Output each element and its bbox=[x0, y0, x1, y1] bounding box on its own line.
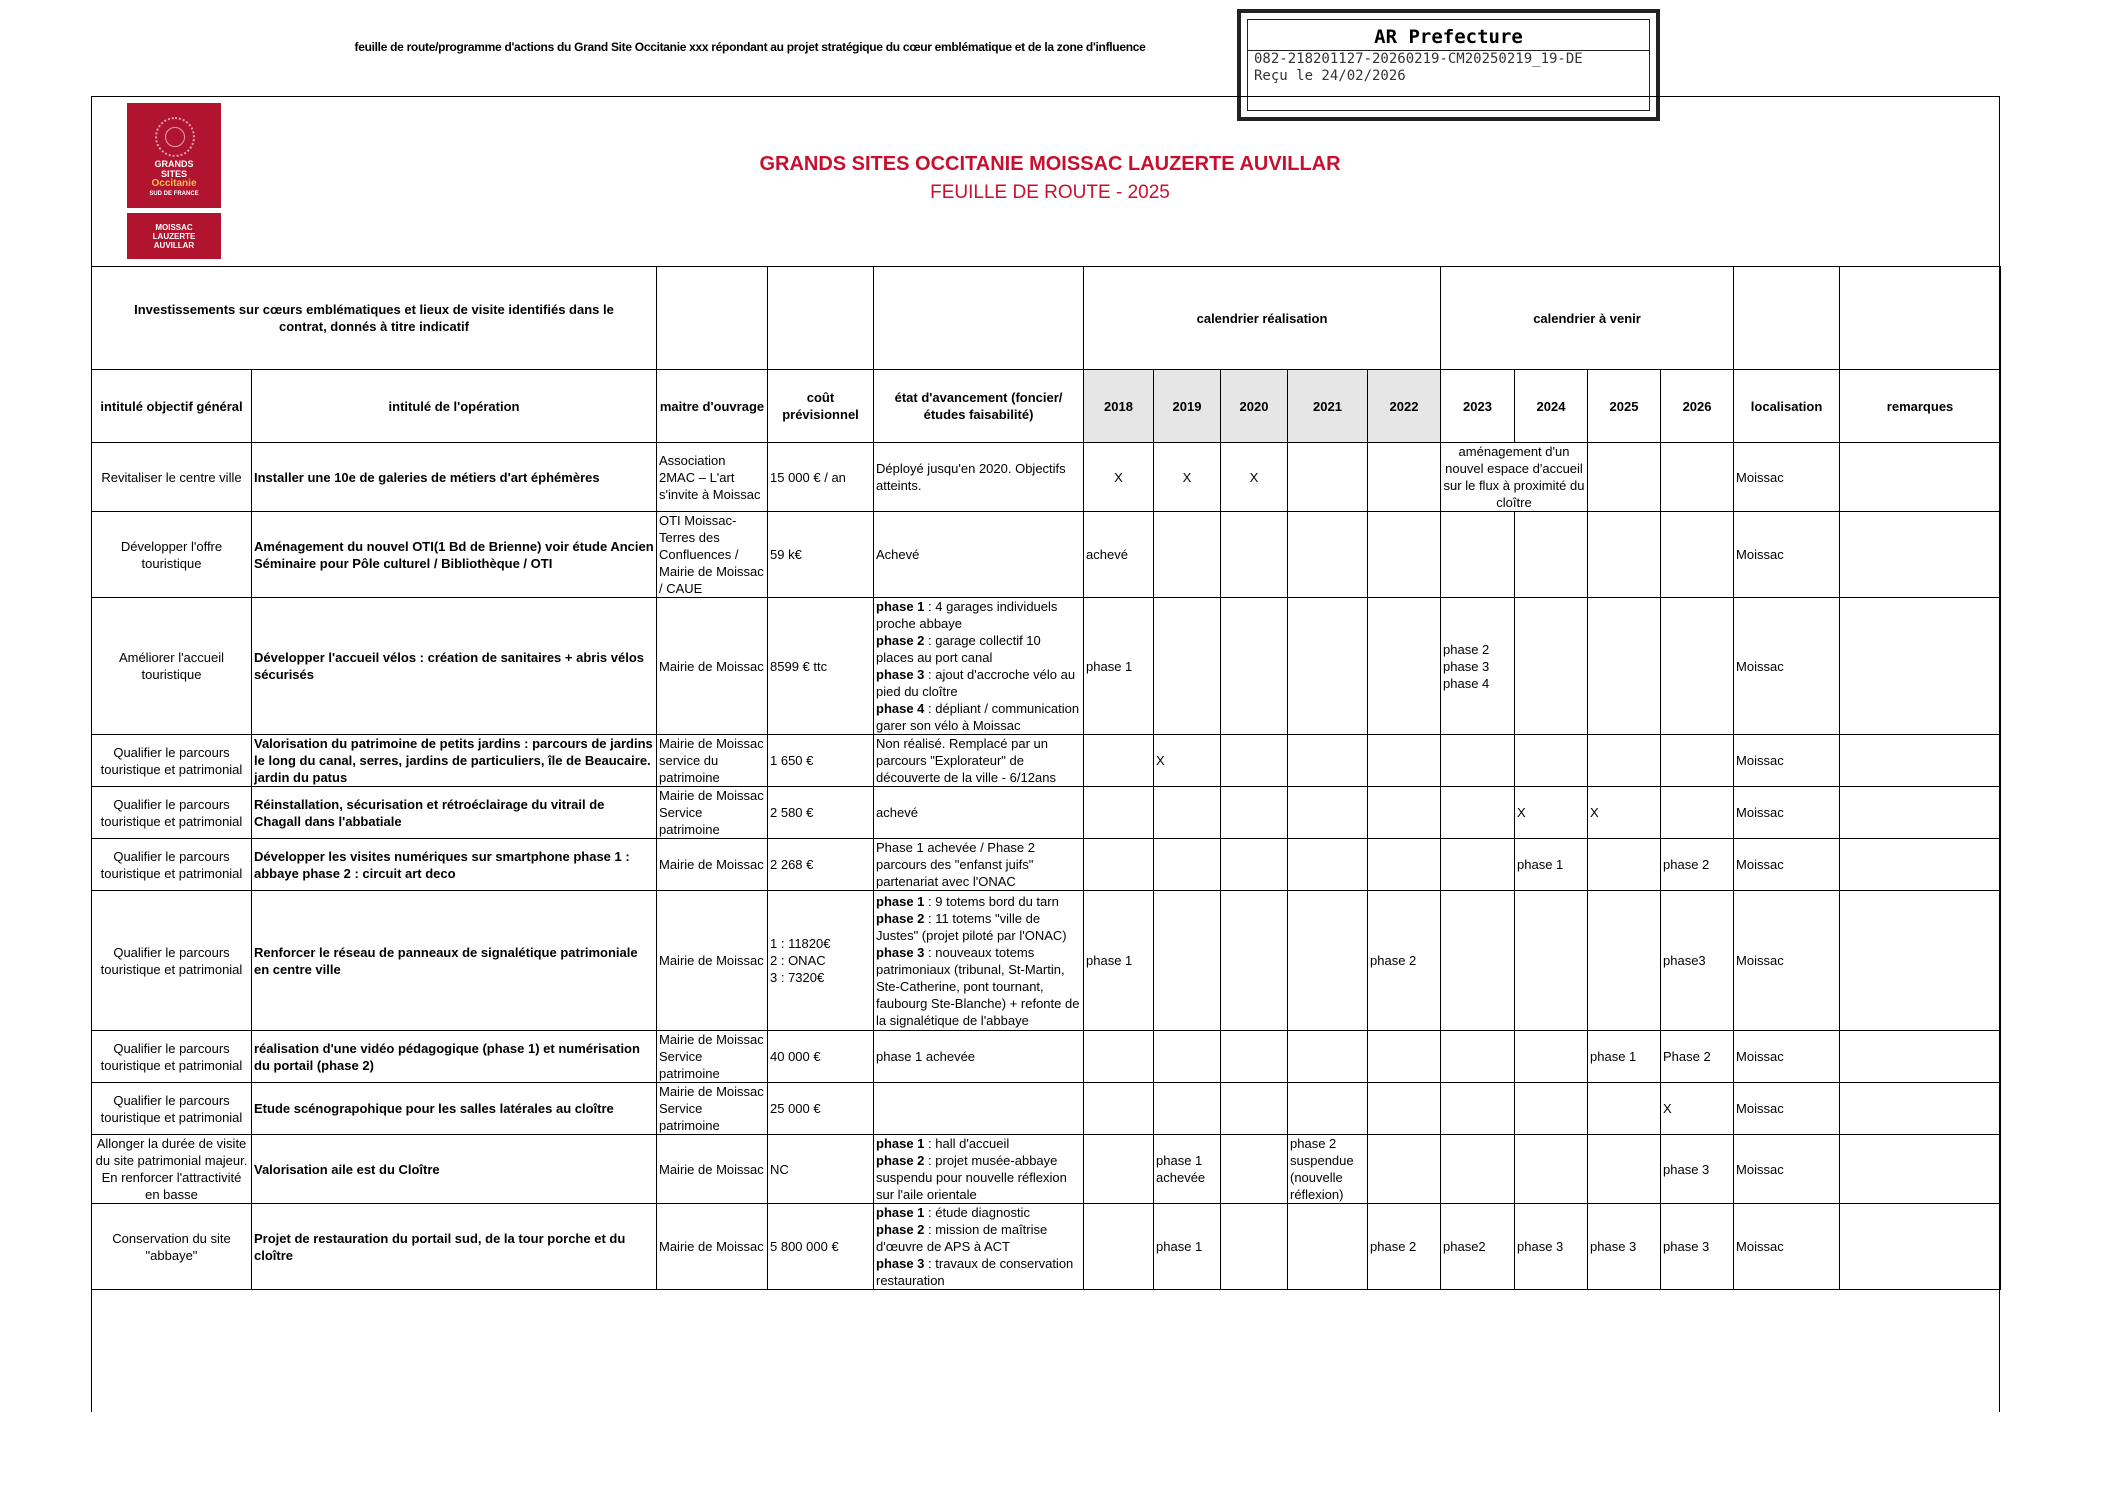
year-cell-2020: X bbox=[1221, 443, 1288, 512]
cost-cell: 15 000 € / an bbox=[768, 443, 874, 512]
cost-cell: 59 k€ bbox=[768, 512, 874, 598]
location-cell: Moissac bbox=[1734, 891, 1840, 1031]
owner-cell: Mairie de Moissac Service patrimoine bbox=[657, 1083, 768, 1135]
phase-text: : 9 totems bord du tarn bbox=[924, 893, 1059, 909]
cell-line: 2 : ONAC bbox=[770, 953, 826, 968]
location-cell: Moissac bbox=[1734, 1083, 1840, 1135]
year-cell-2024: phase 3 bbox=[1515, 1204, 1588, 1290]
cost-cell bbox=[768, 891, 874, 1031]
year-cell-2025 bbox=[1588, 598, 1661, 735]
year-cell-2018: phase 1 bbox=[1084, 891, 1154, 1031]
phase-text: : étude diagnostic bbox=[924, 1205, 1030, 1220]
phase-text: : ajout d'accroche vélo au pied du cloître bbox=[876, 667, 1076, 699]
future-calendar-cell: aménagement d'un nouvel espace d'accueil sur le flux à proximité du cloître bbox=[1441, 443, 1588, 512]
year-cell-2018: phase 1 bbox=[1084, 598, 1154, 735]
cost-cell: 8599 € ttc bbox=[768, 598, 874, 735]
year-cell-2020 bbox=[1221, 1083, 1288, 1135]
operation-cell: Développer l'accueil vélos : création de sanitaires + abris vélos sécurisés bbox=[252, 598, 657, 735]
status-cell: Déployé jusqu'en 2020. Objectifs atteints. bbox=[874, 443, 1084, 512]
phase-label: phase 2 bbox=[876, 1153, 925, 1168]
year-cell-2019: X bbox=[1154, 443, 1221, 512]
status-cell: phase 1 achevée bbox=[874, 1031, 1084, 1083]
remarks-cell bbox=[1840, 598, 2001, 735]
objective-cell: Qualifier le parcours touristique et patrimonial bbox=[92, 787, 252, 839]
status-cell bbox=[874, 1083, 1084, 1135]
remarks-cell bbox=[1840, 891, 2001, 1031]
year-cell-2019 bbox=[1154, 1031, 1221, 1083]
phase-text: : 4 garages individuels proche abbaye bbox=[876, 599, 1058, 631]
status-cell: Achevé bbox=[874, 512, 1084, 598]
logo-brand-top: GRANDS bbox=[154, 159, 194, 169]
year-cell-2026 bbox=[1661, 787, 1734, 839]
logo-brand-name: Occitanie bbox=[151, 178, 197, 189]
phase-label: phase 2 bbox=[876, 1222, 925, 1237]
table-row bbox=[92, 1083, 2001, 1135]
status-cell bbox=[874, 1135, 1084, 1204]
status-cell: Phase 1 achevée / Phase 2 parcours des "enfanst juifs" partenariat avec l'ONAC bbox=[874, 839, 1084, 891]
status-cell bbox=[874, 598, 1084, 735]
phase-text: : projet musée-abbaye suspendu pour nouvelle réflexion sur l'aile orientale bbox=[876, 1153, 1067, 1202]
year-cell-2025: phase 1 bbox=[1588, 1031, 1661, 1083]
col-objective: intitulé objectif général bbox=[92, 370, 252, 443]
document-subtitle: FEUILLE DE ROUTE - 2025 bbox=[930, 182, 1170, 203]
operation-cell: Etude scénograpohique pour les salles latérales au cloître bbox=[252, 1083, 657, 1135]
cost-cell: 2 580 € bbox=[768, 787, 874, 839]
year-cell-2023 bbox=[1441, 1135, 1515, 1204]
investments-header: Investissements sur cœurs emblématiques et lieux de visite identifiés dans le contrat, donnés à titre indicatif bbox=[92, 267, 657, 370]
year-cell-2019 bbox=[1154, 839, 1221, 891]
year-cell-2024 bbox=[1515, 512, 1588, 598]
year-cell-2022: phase 2 bbox=[1368, 1204, 1441, 1290]
year-cell-2026: Phase 2 bbox=[1661, 1031, 1734, 1083]
remarks-cell bbox=[1840, 443, 2001, 512]
year-cell-2021 bbox=[1288, 512, 1368, 598]
objective-cell: Développer l'offre touristique bbox=[92, 512, 252, 598]
cell-line: phase 4 bbox=[1443, 675, 1490, 691]
header-top-row bbox=[92, 267, 2001, 370]
operation-cell: Réinstallation, sécurisation et rétroéclairage du vitrail de Chagall dans l'abbatiale bbox=[252, 787, 657, 839]
year-cell-2026: phase 2 bbox=[1661, 839, 1734, 891]
col-year: 2022 bbox=[1368, 370, 1441, 443]
year-cell-2024 bbox=[1515, 1135, 1588, 1204]
operation-cell: réalisation d'une vidéo pédagogique (phase 1) et numérisation du portail (phase 2) bbox=[252, 1031, 657, 1083]
year-cell-2022 bbox=[1368, 1031, 1441, 1083]
objective-cell: Revitaliser le centre ville bbox=[92, 443, 252, 512]
remarks-cell bbox=[1840, 839, 2001, 891]
location-cell: Moissac bbox=[1734, 1031, 1840, 1083]
phase-label: phase 1 bbox=[876, 893, 925, 909]
objective-cell: Améliorer l'accueil touristique bbox=[92, 598, 252, 735]
objective-cell: Qualifier le parcours touristique et patrimonial bbox=[92, 839, 252, 891]
year-cell-2022 bbox=[1368, 787, 1441, 839]
year-cell-2019 bbox=[1154, 598, 1221, 735]
cell-line: 1 : 11820€ bbox=[770, 936, 831, 951]
owner-cell: Association 2MAC – L'art s'invite à Moissac bbox=[657, 443, 768, 512]
status-cell bbox=[874, 1204, 1084, 1290]
owner-cell: OTI Moissac-Terres des Confluences / Mairie de Moissac / CAUE bbox=[657, 512, 768, 598]
page-header: feuille de route/programme d'actions du Grand Site Occitanie xxx répondant au projet stratégique du cœur emblématique et de la zone d'influence bbox=[354, 40, 1146, 54]
phase-text: : nouveaux totems patrimoniaux (tribunal, St-Martin, Ste-Catherine, pont tournant, faubourg Ste-Blanche) + refonte de la signalétique de l'abbaye bbox=[876, 944, 1080, 1028]
col-year: 2020 bbox=[1221, 370, 1288, 443]
year-cell-2018 bbox=[1084, 839, 1154, 891]
col-remarks: remarques bbox=[1840, 370, 2001, 443]
year-cell-2018: X bbox=[1084, 443, 1154, 512]
year-cell-2018: achevé bbox=[1084, 512, 1154, 598]
objective-cell: Conservation du site "abbaye" bbox=[92, 1204, 252, 1290]
year-cell-2020 bbox=[1221, 512, 1288, 598]
year-cell-2021 bbox=[1288, 1031, 1368, 1083]
stamp-received: Reçu le 24/02/2026 bbox=[1254, 68, 1406, 84]
year-cell-2026: phase 3 bbox=[1661, 1204, 1734, 1290]
cell-line: phase 2 bbox=[1443, 641, 1490, 657]
remarks-cell bbox=[1840, 735, 2001, 787]
col-year: 2019 bbox=[1154, 370, 1221, 443]
table-row bbox=[92, 735, 2001, 787]
owner-cell: Mairie de Moissac Service patrimoine bbox=[657, 1031, 768, 1083]
owner-cell: Mairie de Moissac Service patrimoine bbox=[657, 787, 768, 839]
col-cost: coût prévisionnel bbox=[768, 370, 874, 443]
operation-cell: Valorisation aile est du Cloître bbox=[252, 1135, 657, 1204]
owner-cell: Mairie de Moissac bbox=[657, 839, 768, 891]
owner-cell: Mairie de Moissac bbox=[657, 598, 768, 735]
roadmap-table bbox=[91, 266, 2001, 1290]
location-cell: Moissac bbox=[1734, 1204, 1840, 1290]
phase-text: : dépliant / communication garer son vélo à Moissac bbox=[876, 701, 1080, 733]
year-cell-2021 bbox=[1288, 598, 1368, 735]
year-cell-2018 bbox=[1084, 787, 1154, 839]
year-cell-2026: X bbox=[1661, 1083, 1734, 1135]
year-cell-2023 bbox=[1441, 891, 1515, 1031]
year-cell-2024: X bbox=[1515, 787, 1588, 839]
operation-cell: Renforcer le réseau de panneaux de signalétique patrimoniale en centre ville bbox=[252, 891, 657, 1031]
location-cell: Moissac bbox=[1734, 443, 1840, 512]
col-year: 2026 bbox=[1661, 370, 1734, 443]
year-cell-2025 bbox=[1588, 891, 1661, 1031]
objective-cell: Allonger la durée de visite du site patrimonial majeur. En renforcer l'attractivité en basse bbox=[92, 1135, 252, 1204]
cell-line: 3 : 7320€ bbox=[770, 970, 825, 985]
year-cell-2018 bbox=[1084, 1135, 1154, 1204]
year-cell-2024: phase 1 bbox=[1515, 839, 1588, 891]
year-cell-2019 bbox=[1154, 512, 1221, 598]
owner-cell: Mairie de Moissac bbox=[657, 1204, 768, 1290]
objective-cell: Qualifier le parcours touristique et patrimonial bbox=[92, 1031, 252, 1083]
col-year: 2024 bbox=[1515, 370, 1588, 443]
remarks-cell bbox=[1840, 1135, 2001, 1204]
year-cell-2026: phase3 bbox=[1661, 891, 1734, 1031]
year-cell-2026: phase 3 bbox=[1661, 1135, 1734, 1204]
cost-cell: 40 000 € bbox=[768, 1031, 874, 1083]
table-row bbox=[92, 787, 2001, 839]
phase-label: phase 1 bbox=[876, 599, 925, 614]
table-row bbox=[92, 598, 2001, 735]
location-cell: Moissac bbox=[1734, 787, 1840, 839]
year-cell-2022 bbox=[1368, 1083, 1441, 1135]
location-cell: Moissac bbox=[1734, 839, 1840, 891]
logo-brand-mid: SITES bbox=[160, 169, 187, 179]
year-cell-2024 bbox=[1515, 1083, 1588, 1135]
column-header-row bbox=[92, 370, 2001, 443]
stamp-reference: 082-218201127-20260219-CM20250219_19-DE bbox=[1254, 51, 1583, 67]
remarks-cell bbox=[1840, 787, 2001, 839]
year-cell-2022: phase 2 bbox=[1368, 891, 1441, 1031]
year-cell-2018 bbox=[1084, 1204, 1154, 1290]
grands-sites-logo bbox=[127, 103, 221, 208]
year-cell-2021 bbox=[1288, 839, 1368, 891]
col-status: état d'avancement (foncier/études faisabilité) bbox=[874, 370, 1084, 443]
phase-label: phase 4 bbox=[876, 701, 925, 716]
year-cell-2022 bbox=[1368, 443, 1441, 512]
document-title: GRANDS SITES OCCITANIE MOISSAC LAUZERTE AUVILLAR bbox=[759, 153, 1341, 175]
year-cell-2024 bbox=[1515, 735, 1588, 787]
year-cell-2021 bbox=[1288, 1204, 1368, 1290]
year-cell-2019 bbox=[1154, 787, 1221, 839]
cost-cell: 2 268 € bbox=[768, 839, 874, 891]
year-cell-2022 bbox=[1368, 598, 1441, 735]
year-cell-2020 bbox=[1221, 787, 1288, 839]
year-cell-2026 bbox=[1661, 735, 1734, 787]
year-cell-2023 bbox=[1441, 598, 1515, 735]
phase-label: phase 2 bbox=[876, 910, 925, 926]
phase-text: : 11 totems "ville de Justes" (projet piloté par l'ONAC) bbox=[876, 910, 1067, 943]
col-owner: maitre d'ouvrage bbox=[657, 370, 768, 443]
phase-label: phase 1 bbox=[876, 1205, 925, 1220]
operation-cell: Installer une 10e de galeries de métiers d'art éphémères bbox=[252, 443, 657, 512]
year-cell-2021 bbox=[1288, 891, 1368, 1031]
year-cell-2021 bbox=[1288, 787, 1368, 839]
table-row bbox=[92, 1204, 2001, 1290]
remarks-cell bbox=[1840, 1031, 2001, 1083]
location-cell: Moissac bbox=[1734, 1135, 1840, 1204]
phase-label: phase 2 bbox=[876, 633, 925, 648]
year-cell-2025 bbox=[1588, 512, 1661, 598]
year-cell-2020 bbox=[1221, 1204, 1288, 1290]
operation-cell: Projet de restauration du portail sud, de la tour porche et du cloître bbox=[252, 1204, 657, 1290]
phase-label: phase 3 bbox=[876, 667, 925, 682]
remarks-cell bbox=[1840, 512, 2001, 598]
col-year: 2023 bbox=[1441, 370, 1515, 443]
phase-label: phase 3 bbox=[876, 1256, 925, 1271]
year-cell-2025: phase 3 bbox=[1588, 1204, 1661, 1290]
operation-cell: Développer les visites numériques sur smartphone phase 1 : abbaye phase 2 : circuit art deco bbox=[252, 839, 657, 891]
cell-line: phase 3 bbox=[1443, 658, 1490, 674]
year-cell-2025 bbox=[1588, 1083, 1661, 1135]
remarks-cell bbox=[1840, 1083, 2001, 1135]
col-location: localisation bbox=[1734, 370, 1840, 443]
table-row bbox=[92, 512, 2001, 598]
logo-place: MOISSAC bbox=[155, 223, 193, 232]
year-cell-2026 bbox=[1661, 512, 1734, 598]
table-row bbox=[92, 1031, 2001, 1083]
year-cell-2020 bbox=[1221, 891, 1288, 1031]
col-operation: intitulé de l'opération bbox=[252, 370, 657, 443]
owner-cell: Mairie de Moissac bbox=[657, 1135, 768, 1204]
calendar-future-header: calendrier à venir bbox=[1441, 267, 1734, 370]
cost-cell: 1 650 € bbox=[768, 735, 874, 787]
logo-place: AUVILLAR bbox=[153, 241, 195, 250]
year-cell-2019: phase 1 bbox=[1154, 1204, 1221, 1290]
year-cell-2026 bbox=[1661, 598, 1734, 735]
year-cell-2022 bbox=[1368, 839, 1441, 891]
year-cell-2023 bbox=[1441, 839, 1515, 891]
year-cell-2023 bbox=[1441, 1083, 1515, 1135]
phase-text: : garage collectif 10 places au port canal bbox=[876, 633, 1041, 665]
year-cell-2023 bbox=[1441, 735, 1515, 787]
cost-cell: 25 000 € bbox=[768, 1083, 874, 1135]
table-row bbox=[92, 839, 2001, 891]
year-cell-2020 bbox=[1221, 1135, 1288, 1204]
year-cell-2022 bbox=[1368, 512, 1441, 598]
year-cell-2020 bbox=[1221, 1031, 1288, 1083]
location-cell: Moissac bbox=[1734, 598, 1840, 735]
objective-cell: Qualifier le parcours touristique et patrimonial bbox=[92, 891, 252, 1031]
operation-cell: Valorisation du patrimoine de petits jardins : parcours de jardins le long du canal, serres, jardins de particuliers, île de Beaucaire. jardin du patus bbox=[252, 735, 657, 787]
stamp-title: AR Prefecture bbox=[1374, 26, 1523, 48]
year-cell-2020 bbox=[1221, 839, 1288, 891]
phase-text: : travaux de conservation restauration bbox=[876, 1256, 1074, 1288]
year-cell-2018 bbox=[1084, 1031, 1154, 1083]
col-year: 2021 bbox=[1288, 370, 1368, 443]
year-cell-2023 bbox=[1441, 1031, 1515, 1083]
year-cell-2019 bbox=[1154, 891, 1221, 1031]
location-cell: Moissac bbox=[1734, 735, 1840, 787]
year-cell-2023 bbox=[1441, 512, 1515, 598]
places-logo bbox=[127, 213, 221, 259]
year-cell-2019: phase 1 achevée bbox=[1154, 1135, 1221, 1204]
logo-place: LAUZERTE bbox=[152, 232, 196, 241]
year-cell-2026 bbox=[1661, 443, 1734, 512]
year-cell-2022 bbox=[1368, 1135, 1441, 1204]
objective-cell: Qualifier le parcours touristique et patrimonial bbox=[92, 1083, 252, 1135]
remarks-cell bbox=[1840, 1204, 2001, 1290]
year-cell-2025 bbox=[1588, 443, 1661, 512]
year-cell-2019: X bbox=[1154, 735, 1221, 787]
status-cell: Non réalisé. Remplacé par un parcours "Explorateur" de découverte de la ville - 6/12ans bbox=[874, 735, 1084, 787]
calendar-done-header: calendrier réalisation bbox=[1084, 267, 1441, 370]
year-cell-2021 bbox=[1288, 735, 1368, 787]
year-cell-2021 bbox=[1288, 443, 1368, 512]
logo-brand-sub: SUD DE FRANCE bbox=[149, 191, 199, 197]
year-cell-2020 bbox=[1221, 735, 1288, 787]
phase-text: : hall d'accueil bbox=[924, 1136, 1010, 1151]
year-cell-2023 bbox=[1441, 787, 1515, 839]
owner-cell: Mairie de Moissac service du patrimoine bbox=[657, 735, 768, 787]
year-cell-2025: X bbox=[1588, 787, 1661, 839]
year-cell-2018 bbox=[1084, 735, 1154, 787]
table-row bbox=[92, 443, 2001, 512]
year-cell-2021 bbox=[1288, 1083, 1368, 1135]
year-cell-2023: phase2 bbox=[1441, 1204, 1515, 1290]
objective-cell: Qualifier le parcours touristique et patrimonial bbox=[92, 735, 252, 787]
year-cell-2018 bbox=[1084, 1083, 1154, 1135]
year-cell-2019 bbox=[1154, 1083, 1221, 1135]
year-cell-2024 bbox=[1515, 598, 1588, 735]
col-year: 2018 bbox=[1084, 370, 1154, 443]
status-cell: achevé bbox=[874, 787, 1084, 839]
cost-cell: NC bbox=[768, 1135, 874, 1204]
year-cell-2024 bbox=[1515, 891, 1588, 1031]
phase-label: phase 3 bbox=[876, 944, 925, 960]
operation-cell: Aménagement du nouvel OTI(1 Bd de Brienne) voir étude Ancien Séminaire pour Pôle culturel / Bibliothèque / OTI bbox=[252, 512, 657, 598]
owner-cell: Mairie de Moissac bbox=[657, 891, 768, 1031]
phase-text: : mission de maîtrise d'œuvre de APS à ACT bbox=[876, 1222, 1048, 1254]
year-cell-2025 bbox=[1588, 1135, 1661, 1204]
col-year: 2025 bbox=[1588, 370, 1661, 443]
year-cell-2025 bbox=[1588, 735, 1661, 787]
year-cell-2022 bbox=[1368, 735, 1441, 787]
year-cell-2025 bbox=[1588, 839, 1661, 891]
table-row bbox=[92, 891, 2001, 1031]
cost-cell: 5 800 000 € bbox=[768, 1204, 874, 1290]
year-cell-2021: phase 2 suspendue (nouvelle réflexion) bbox=[1288, 1135, 1368, 1204]
year-cell-2020 bbox=[1221, 598, 1288, 735]
year-cell-2024 bbox=[1515, 1031, 1588, 1083]
phase-label: phase 1 bbox=[876, 1136, 925, 1151]
location-cell: Moissac bbox=[1734, 512, 1840, 598]
status-cell bbox=[874, 891, 1084, 1031]
table-row bbox=[92, 1135, 2001, 1204]
